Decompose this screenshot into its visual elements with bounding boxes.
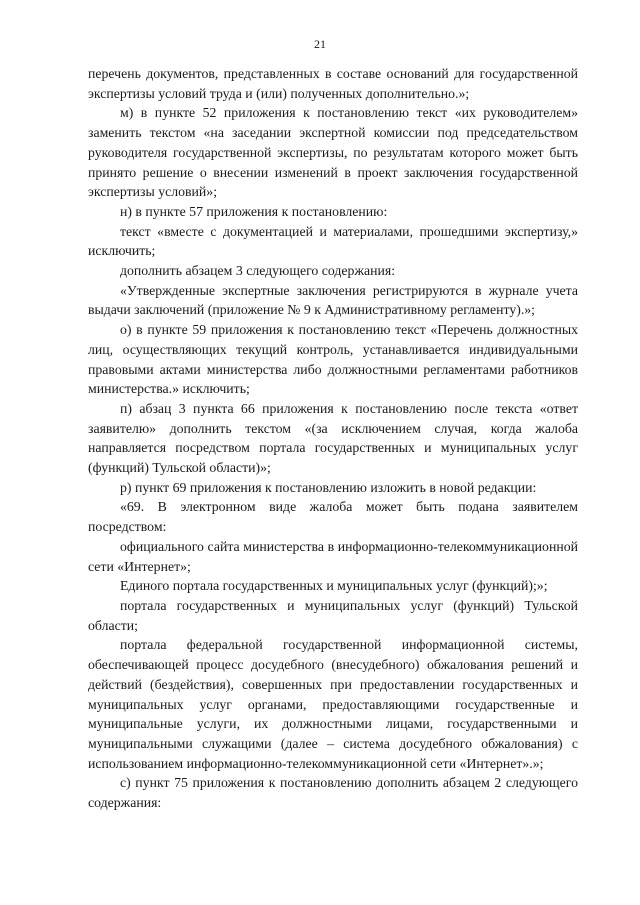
paragraph-item-m: м) в пункте 52 приложения к постановлению текст «их руководителем» заменить текстом «на заседании экспертной комиссии под председательством руководителя государственной экспертизы, по результатам которого может быть принято решение о внесении изменений в проект заключения государственной экспертизы условий»; xyxy=(88,105,578,200)
paragraph-point-69: «69. В электронном виде жалоба может быть подана заявителем посредством: xyxy=(88,499,578,535)
paragraph-text-exclude: текст «вместе с документацией и материалами, прошедшими экспертизу,» исключить; xyxy=(88,223,578,259)
paragraph-unified-portal: Единого портала государственных и муниципальных услуг (функций);»; xyxy=(120,578,548,594)
paragraph-item-r: р) пункт 69 приложения к постановлению изложить в новой редакции: xyxy=(120,479,537,495)
paragraph-item-s: с) пункт 75 приложения к постановлению дополнить абзацем 2 следующего содержания: xyxy=(88,775,578,811)
paragraph-continuation: перечень документов, представленных в составе оснований для государственной экспертизы условий труда и (или) полученных дополнительно.»; xyxy=(88,66,578,101)
paragraph-federal-system: портала федеральной государственной информационной системы, обеспечивающей процесс досудебного (внесудебного) обжалования решений и действий (бездействия), совершенных при предоставлении государственных и муниципальных услуг органами, предоставляющими государственные и муниципальные услуги, их должностными лицами, государственными и муниципальными служащими (далее – система досудебного обжалования) с использованием информационно-телекоммуникационной сети «Интернет».»; xyxy=(88,637,578,771)
paragraph-item-o: о) в пункте 59 приложения к постановлению текст «Перечень должностных лиц, осуществляющих текущий контроль, устанавливается индивидуальными правовыми актами министерства либо должностными регламентами работников министерства.» исключить; xyxy=(88,322,578,397)
paragraph-item-n: н) в пункте 57 приложения к постановлению: xyxy=(120,203,388,219)
paragraph-item-p: п) абзац 3 пункта 66 приложения к постановлению после текста «ответ заявителю» дополнить текстом «(за исключением случая, когда жалоба направляется посредством портала государственных и муниципальных услуг (функций) Тульской области)»; xyxy=(88,400,578,476)
paragraph-quote-journal: «Утвержденные экспертные заключения регистрируются в журнале учета выдачи заключений (приложение № 9 к Административному регламенту).»; xyxy=(88,282,578,318)
paragraph-tula-portal: портала государственных и муниципальных услуг (функций) Тульской области; xyxy=(88,597,578,633)
document-body xyxy=(88,64,578,813)
paragraph-official-site: официального сайта министерства в информационно-телекоммуникационной сети «Интернет»; xyxy=(88,538,578,574)
page-number: 21 xyxy=(314,37,326,51)
paragraph-add-abzac: дополнить абзацем 3 следующего содержания: xyxy=(120,263,396,279)
